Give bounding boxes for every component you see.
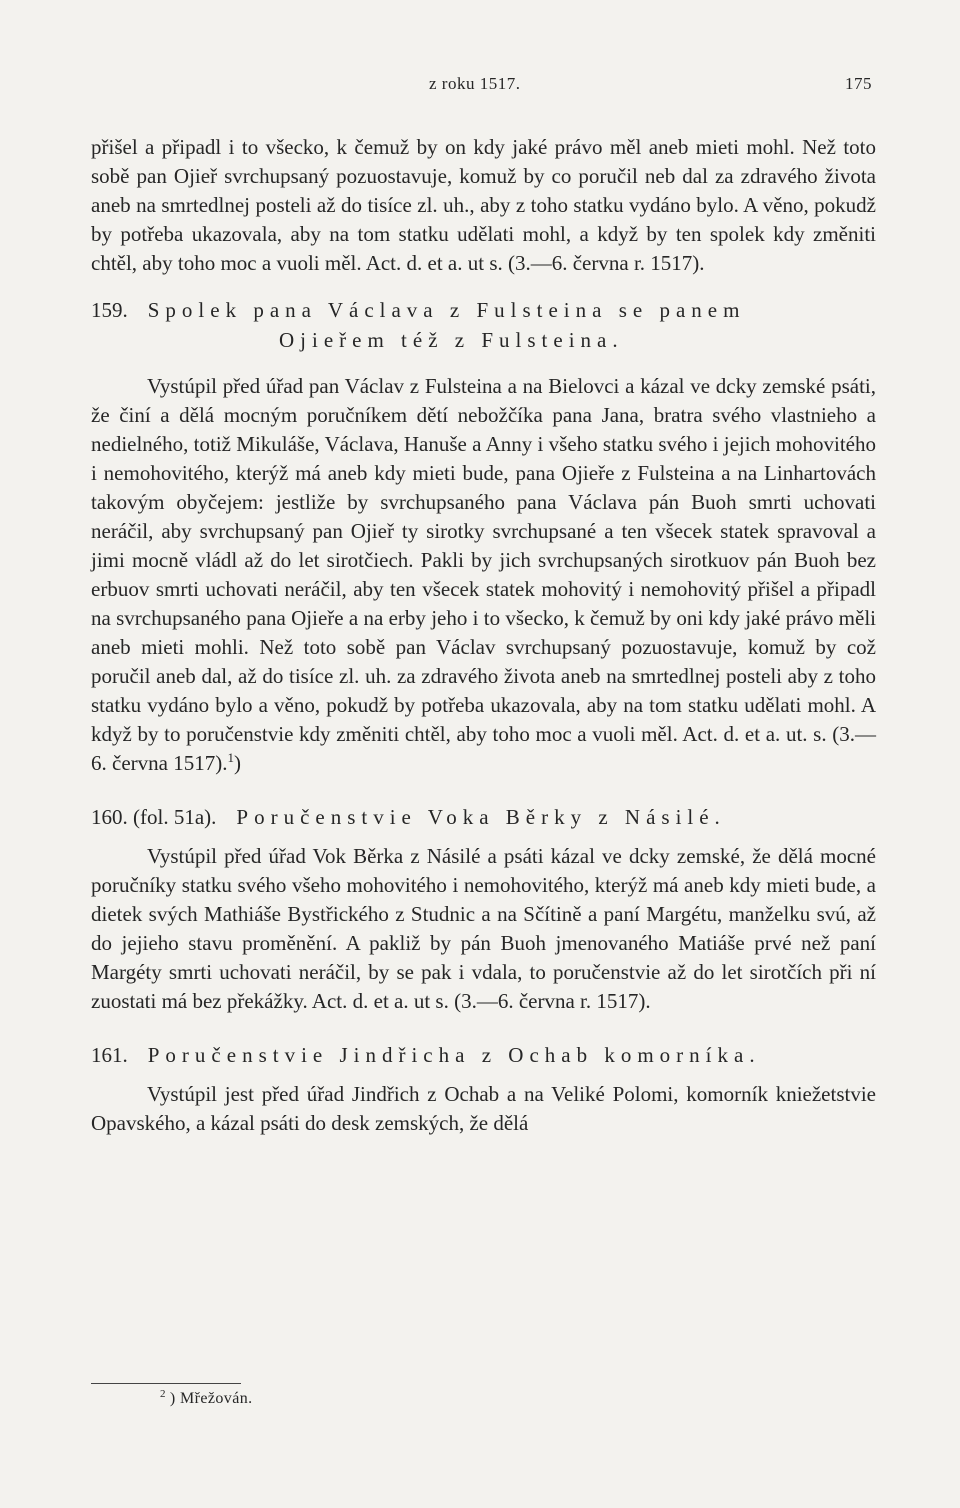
footnote-mark: 2 xyxy=(160,1387,166,1400)
body-text xyxy=(91,133,876,1138)
section-number: 159. xyxy=(91,298,128,322)
paragraph-159-text: Vystúpil před úřad pan Václav z Fulsteina a na Bielovci a kázal ve dcky zemské psáti, že činí a dělá mocným poručníkem dětí nebožčíka pana Jana, bratra svého vlastnieho a nedielného, totiž Mikuláše, Václava, Hanuše a Anny i všeho statku svého i jejich mohovitého i nemohovitého, kterýž má aneb kdy mieti bude, pana Ojieře z Fulsteina a na Linhartovách takovým obyčejem: jestliže by svrchupsaného pana Václava pán Buoh smrti uchovati neráčil, aby svrchupsaný pan Ojieř ty sirotky svrchupsané a ten všecek statek spravoval a jimi mocně vládl až do let sirotčiech. Pakli by jich svrchupsaných sirotkuov pán Buoh bez erbuov smrti uchovati neráčil, aby ten všecek statek mohovitý i nemohovitý přišel a připadl na svrchupsaného pana Ojieře a na erby jeho i to všecko, k čemuž by oni kdy jaké právo měli aneb mieti mohli. Než toto sobě pan Václav svrchupsaný pozuostavuje, komuž by což poručil aneb dal, až do tisíce zl. uh. za zdravého života aneb na smrtedlnej posteli aby z toho statku vydáno bylo a věno, pokudž by potřeba ukazovala, aby na tom statku udělati mohl. A když by to poručenstvie kdy změniti chtěl, aby toho moc a vuoli měl. Act. d. et a. ut. s. (3.—6. června 1517). xyxy=(91,374,876,775)
section-number: 160. (fol. 51a). xyxy=(91,805,217,829)
running-head xyxy=(0,74,960,100)
paragraph-159-close: ) xyxy=(233,751,241,775)
page-number: 175 xyxy=(845,74,872,93)
section-heading-159 xyxy=(91,295,876,355)
footnote-reference: 1 xyxy=(227,750,234,765)
section-title-continued: Ojieřem též z Fulsteina. xyxy=(279,328,624,352)
paragraph-161: Vystúpil jest před úřad Jindřich z Ochab a na Veliké Polomi, komorník kniežetstvie Opavského, a kázal psáti do desk zemských, že dělá xyxy=(91,1082,876,1135)
section-title: Poručenstvie Jindřicha z Ochab komorníka. xyxy=(147,1043,761,1067)
footnote-divider xyxy=(91,1383,241,1384)
paragraph-159 xyxy=(91,372,876,778)
footnote xyxy=(160,1387,253,1408)
footnote-text: ) Mřežován. xyxy=(169,1390,253,1407)
section-title: Poručenstvie Voka Běrky z Násilé. xyxy=(236,805,726,829)
running-head-title: z roku 1517. xyxy=(429,74,521,93)
paragraph-continued: přišel a připadl i to všecko, k čemuž by on kdy jaké právo měl aneb mieti mohl. Než toto sobě pan Ojieř svrchupsaný pozuostavuje, komuž by co poručil neb dal za zdravého života aneb na smrtedlnej posteli až do tisíce zl. uh., aby z toho statku vydáno bylo. A věno, pokudž by potřeba ukazovala, aby na tom statku udělati mohl, a když by ten spolek kdy změniti chtěl, aby toho moc a vuoli měl. Act. d. et a. ut s. (3.—6. června r. 1517). xyxy=(91,135,876,275)
section-heading-160 xyxy=(91,802,876,832)
section-number: 161. xyxy=(91,1043,128,1067)
section-title: Spolek pana Václava z Fulsteina se panem xyxy=(147,298,746,322)
section-heading-161 xyxy=(91,1040,876,1070)
paragraph-160: Vystúpil před úřad Vok Běrka z Násilé a psáti kázal ve dcky zemské, že dělá mocné poručníky statku svého všeho mohovitého i nemohovitého, kterýž má aneb kdy mieti bude, a dietek svých Mathiáše Bystřického z Studnic a na Sčítině a paní Margétu, manželku svú, až do jejieho stavu proměnění. A pakliž by pán Buoh jmenovaného Matiáše prvé než paní Margéty smrti uchovati neráčil, by se pak i vdala, to poručenstvie až do let sirotčích při ní zuostati má bez překážky. Act. d. et a. ut s. (3.—6. června r. 1517). xyxy=(91,844,876,1013)
